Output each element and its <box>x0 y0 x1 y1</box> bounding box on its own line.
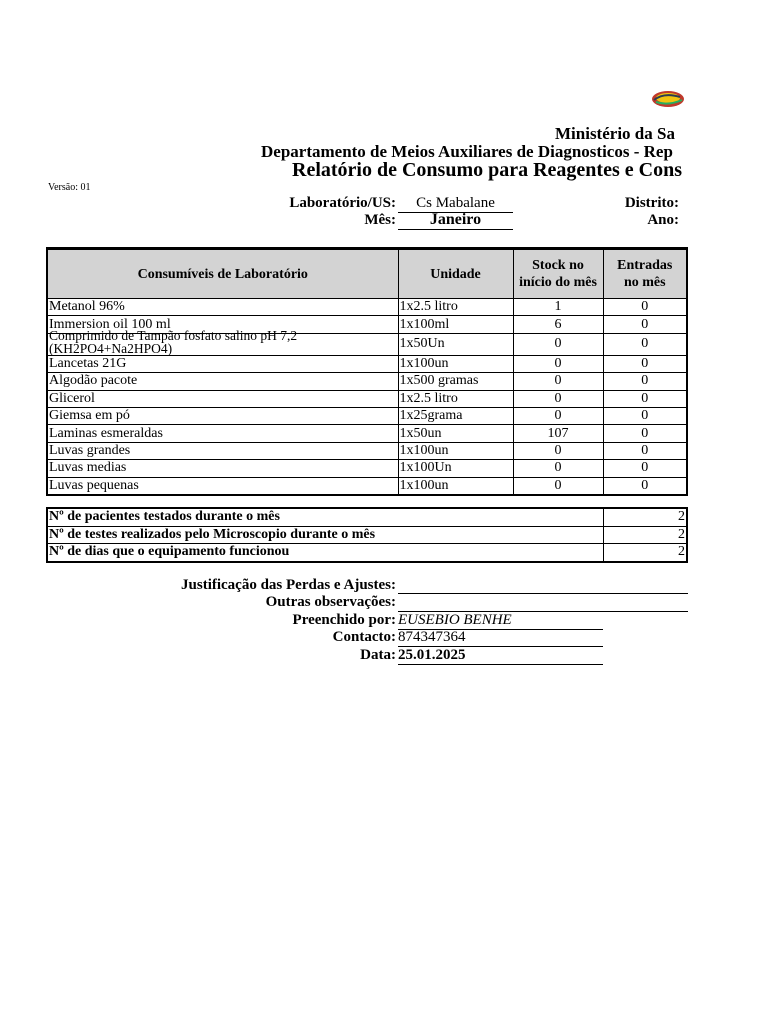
stock-cell: 0 <box>513 477 603 495</box>
entries-cell: 0 <box>603 299 687 316</box>
entries-cell: 0 <box>603 407 687 424</box>
unit-cell: 1x2.5 litro <box>398 390 513 407</box>
unit-cell: 1x50Un <box>398 333 513 355</box>
stock-cell: 107 <box>513 425 603 442</box>
justification-underline <box>398 593 688 594</box>
unit-cell: 1x500 gramas <box>398 373 513 390</box>
table-row <box>47 477 687 495</box>
stock-cell: 1 <box>513 299 603 316</box>
entries-cell: 0 <box>603 373 687 390</box>
table-row <box>47 333 687 355</box>
entries-cell: 0 <box>603 460 687 477</box>
header-stock: Stock no início do mês <box>513 249 603 299</box>
entries-cell: 0 <box>603 316 687 333</box>
item-cell: Metanol 96% <box>47 299 398 316</box>
month-label: Mês: <box>364 212 396 228</box>
date-underline <box>398 664 603 665</box>
version-label: Versão: 01 <box>48 182 91 193</box>
unit-cell: 1x100un <box>398 355 513 372</box>
summary-row <box>47 526 687 544</box>
filled-by-value: EUSEBIO BENHE <box>398 612 512 628</box>
item-cell-text: Comprimido de Tampão fosfato salino pH 7,2 (KH2PO4+Na2HPO4) <box>49 327 298 356</box>
summary-row <box>47 544 687 562</box>
department-title: Departamento de Meios Auxiliares de Diagnosticos - Rep <box>261 142 673 161</box>
date-value: 25.01.2025 <box>398 647 466 663</box>
summary-row <box>47 508 687 526</box>
unit-cell: 1x25grama <box>398 407 513 424</box>
table-row <box>47 425 687 442</box>
month-underline <box>398 229 513 230</box>
entries-cell: 0 <box>603 390 687 407</box>
summary-value: 2 <box>603 508 687 526</box>
summary-value: 2 <box>603 526 687 544</box>
stock-cell: 0 <box>513 355 603 372</box>
item-cell: Laminas esmeraldas <box>47 425 398 442</box>
header-unit: Unidade <box>398 249 513 299</box>
item-cell: Algodão pacote <box>47 373 398 390</box>
stock-cell: 0 <box>513 460 603 477</box>
item-cell: Glicerol <box>47 390 398 407</box>
header-entries: Entradas no mês <box>603 249 687 299</box>
header-item: Consumíveis de Laboratório <box>47 249 398 299</box>
summary-label: Nº de pacientes testados durante o mês <box>47 508 603 526</box>
table-row <box>47 355 687 372</box>
unit-cell: 1x2.5 litro <box>398 299 513 316</box>
year-label: Ano: <box>647 212 679 228</box>
table-row <box>47 460 687 477</box>
stock-cell: 0 <box>513 373 603 390</box>
item-cell: Luvas grandes <box>47 442 398 459</box>
other-notes-label: Outras observações: <box>265 594 396 610</box>
contact-label: Contacto: <box>332 629 396 645</box>
filled-by-label: Preenchido por: <box>292 612 396 628</box>
summary-value: 2 <box>603 544 687 562</box>
item-cell: Luvas medias <box>47 460 398 477</box>
entries-cell: 0 <box>603 477 687 495</box>
entries-cell: 0 <box>603 333 687 355</box>
item-cell: Giemsa em pó <box>47 407 398 424</box>
table-row <box>47 442 687 459</box>
ministry-title: Ministério da Sa <box>555 124 675 143</box>
report-title: Relatório de Consumo para Reagentes e Cons <box>292 159 682 181</box>
item-cell: Luvas pequenas <box>47 477 398 495</box>
unit-cell: 1x100Un <box>398 460 513 477</box>
month-value: Janeiro <box>429 211 482 228</box>
stock-cell: 0 <box>513 407 603 424</box>
table-row <box>47 407 687 424</box>
table-row <box>47 299 687 316</box>
summary-label: Nº de dias que o equipamento funcionou <box>47 544 603 562</box>
unit-cell: 1x100un <box>398 477 513 495</box>
entries-cell: 0 <box>603 442 687 459</box>
entries-cell: 0 <box>603 355 687 372</box>
entries-cell: 0 <box>603 425 687 442</box>
stock-cell: 6 <box>513 316 603 333</box>
stock-cell: 0 <box>513 390 603 407</box>
consumables-table <box>46 247 688 496</box>
date-label: Data: <box>360 647 396 663</box>
stock-cell: 0 <box>513 442 603 459</box>
stock-cell: 0 <box>513 333 603 355</box>
ministry-logo-icon <box>650 88 684 108</box>
unit-cell: 1x50un <box>398 425 513 442</box>
table-row <box>47 390 687 407</box>
lab-value: Cs Mabalane <box>416 195 495 211</box>
contact-value: 874347364 <box>398 629 466 645</box>
item-cell <box>47 327 398 356</box>
summary-table <box>46 507 688 563</box>
lab-label: Laboratório/US: <box>289 195 396 211</box>
unit-cell: 1x100ml <box>398 316 513 333</box>
justification-label: Justificação das Perdas e Ajustes: <box>181 577 396 593</box>
unit-cell: 1x100un <box>398 442 513 459</box>
table-row <box>47 373 687 390</box>
district-label: Distrito: <box>624 195 679 211</box>
item-cell: Lancetas 21G <box>47 355 398 372</box>
item-cell: Immersion oil 100 ml <box>47 316 398 333</box>
summary-label: Nº de testes realizados pelo Microscopio durante o mês <box>47 526 603 544</box>
